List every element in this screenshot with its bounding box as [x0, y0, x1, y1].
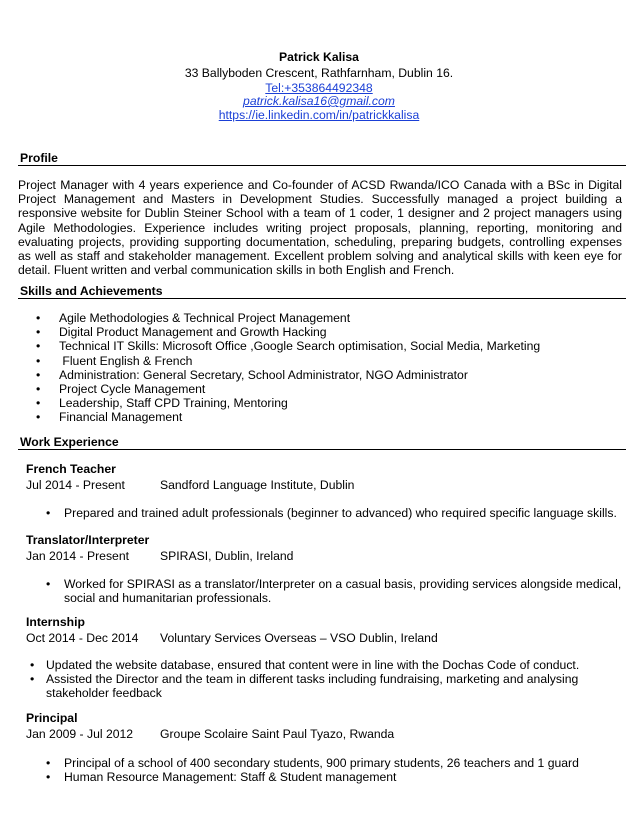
job-title: Internship [26, 615, 85, 629]
job-dates: Jan 2014 - Present [26, 549, 129, 563]
job-dates: Jul 2014 - Present [26, 478, 125, 492]
skill-item: • Agile Methodologies & Technical Project Management [18, 311, 540, 325]
profile-text: Project Manager with 4 years experience and Co-founder of ACSD Rwanda/ICO Canada with a BSc in Digital Project Management and Masters in Development Studies. Successfully managed a project building a responsive website for Dublin Steiner School with a team of 1 coder, 1 designer and 2 project managers using Agile Methodologies. Experience includes writing project proposals, planning, reporting, monitoring and evaluating projects, providing supporting documentation, scheduling, preparing budgets, controlling expenses as well as staff and stakeholder management. Excellent problem solving and analytical skills with keen eye for detail. Fluent written and verbal communication skills in both English and French. [18, 178, 622, 278]
address: 33 Ballyboden Crescent, Rathfarnham, Dublin 16. [184, 66, 454, 80]
job-bullets [26, 658, 610, 701]
profile-heading: Profile [18, 151, 626, 166]
job-organisation: SPIRASI, Dublin, Ireland [160, 549, 294, 563]
job-bullet: • Worked for SPIRASI as a translator/Interpreter on a casual basis, providing services alongside medical, social and humanitarian professionals. [26, 577, 622, 605]
job-title: Translator/Interpreter [26, 533, 150, 547]
job-organisation: Sandford Language Institute, Dublin [160, 478, 355, 492]
skill-item: • Project Cycle Management [18, 382, 540, 396]
phone-link[interactable]: Tel:+353864492348 [265, 81, 373, 95]
job-bullet: • Assisted the Director and the team in different tasks including fundraising, marketing and analysing stakeholder feedback [26, 672, 610, 700]
skill-item: • Administration: General Secretary, School Administrator, NGO Administrator [18, 368, 540, 382]
skill-item: • Leadership, Staff CPD Training, Mentoring [18, 396, 540, 410]
job-organisation: Voluntary Services Overseas – VSO Dublin, Ireland [160, 631, 438, 645]
work-heading: Work Experience [18, 435, 626, 450]
skill-item: • Technical IT Skills: Microsoft Office ,Google Search optimisation, Social Media, Marketing [18, 339, 540, 353]
job-organisation: Groupe Scolaire Saint Paul Tyazo, Rwanda [160, 727, 395, 741]
linkedin-link[interactable]: https://ie.linkedin.com/in/patrickkalisa [218, 108, 420, 122]
skill-item: • Digital Product Management and Growth Hacking [18, 325, 540, 339]
job-bullets [26, 506, 622, 520]
job-bullet: • Principal of a school of 400 secondary students, 900 primary students, 26 teachers and 1 guard [26, 756, 622, 770]
job-bullets [26, 756, 622, 784]
email-link[interactable]: patrick.kalisa16@gmail.com [243, 94, 395, 108]
job-dates: Oct 2014 - Dec 2014 [26, 631, 139, 645]
job-bullets [26, 577, 622, 605]
job-bullet: • Updated the website database, ensured that content were in line with the Dochas Code of conduct. [26, 658, 610, 672]
job-title: French Teacher [26, 462, 116, 476]
skill-item: • Fluent English & French [18, 354, 540, 368]
job-title: Principal [26, 711, 78, 725]
job-bullet: • Human Resource Management: Staff & Student management [26, 770, 622, 784]
skill-item: • Financial Management [18, 410, 540, 424]
candidate-name: Patrick Kalisa [279, 50, 359, 64]
skills-list [18, 311, 540, 425]
skills-heading: Skills and Achievements [18, 284, 626, 299]
job-bullet: • Prepared and trained adult professionals (beginner to advanced) who required specific language skills. [26, 506, 622, 520]
job-dates: Jan 2009 - Jul 2012 [26, 727, 134, 741]
